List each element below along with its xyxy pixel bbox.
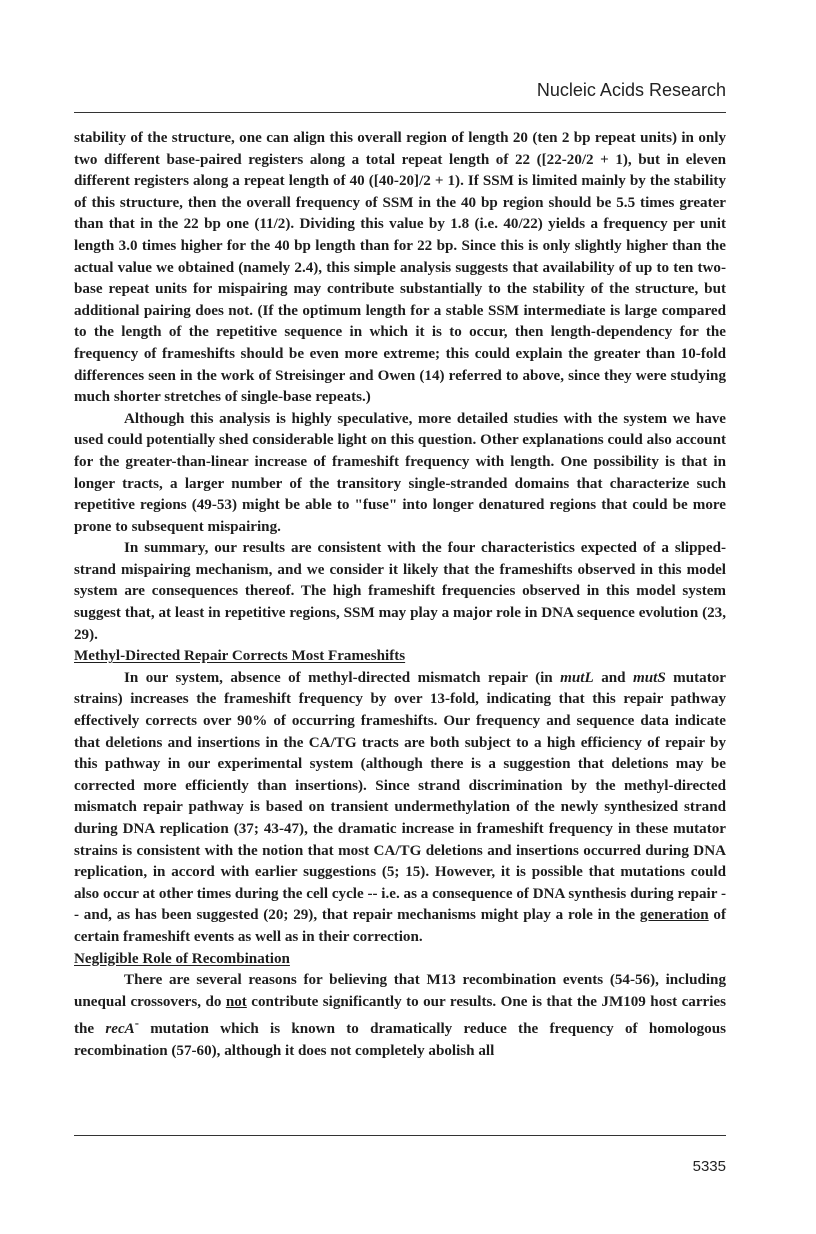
gene-muts: mutS [632, 669, 666, 686]
paragraph-summary: In summary, our results are consistent with the four characteristics expected of a slipped-strand mispairing mechanism, and we consider it likely that the frameshifts observed in this model system are consequences thereof. The high frameshift frequencies observed in this model system suggest that, at least in repetitive regions, SSM may play a major role in DNA sequence evolution (23, 29). [74, 540, 726, 643]
underlined-generation: generation [639, 907, 709, 924]
journal-title: Nucleic Acids Research [536, 80, 726, 100]
header-rule [74, 112, 726, 113]
paragraph-speculative: Although this analysis is highly speculative, more detailed studies with the system we have used could potentially shed considerable light on this question. Other explanations could also account for the greater-than-linear increase of frameshift frequency with length. One possibility is that in longer tracts, a larger number of the transitory single-stranded domains that characterize such repetitive regions (49-53) might be able to "fuse" into longer denatured regions that could be more prone to subsequent mispairing. [74, 410, 726, 535]
section-heading-recombination: Negligible Role of Recombination [74, 950, 290, 967]
article-body [74, 128, 726, 1063]
paragraph-recombination: There are several reasons for believing that M13 recombination events (54-56), including unequal crossovers, do not contribute significantly to our results. One is that the JM109 host carries the recA- mutation which is known to dramatically reduce the frequency of homologous recombination (57-60), although it does not completely abolish all [74, 972, 726, 1059]
footer-rule [74, 1135, 726, 1136]
underlined-not: not [225, 993, 247, 1010]
page-number: 5335 [692, 1158, 726, 1175]
section-heading-methyl-repair: Methyl-Directed Repair Corrects Most Frameshifts [74, 648, 406, 665]
paragraph-ssm-analysis: stability of the structure, one can align this overall region of length 20 (ten 2 bp repeat units) in only two different base-paired registers along a total repeat length of 22 ([22-20/2 + 1), but in eleven different registers along a repeat length of 40 ([40-20]/2 + 1). If SSM is limited mainly by the stability of this structure, then the overall frequency of SSM in the 40 bp region should be 5.5 times greater than that in the 22 bp one (11/2). Dividing this value by 1.8 (i.e. 40/22) yields a frequency per unit length 3.0 times higher for the 40 bp length than for 22 bp. Since this is only slightly higher than the actual value we obtained (namely 2.4), this simple analysis suggests that availability of up to ten two-base repeat units for mispairing may contribute substantially to the stability of the structure, but additional pairing does not. (If the optimum length for a stable SSM intermediate is large compared to the length of the repetitive sequence in which it is to occur, then length-dependency for the frequency of frameshifts should be even more extreme; this could explain the greater than 10-fold differences seen in the work of Streisinger and Owen (14) referred to above, since they were studying much shorter stretches of single-base repeats.) [74, 130, 726, 406]
gene-mutl: mutL [560, 669, 594, 686]
gene-reca: recA [105, 1021, 135, 1038]
paragraph-methyl-repair: In our system, absence of methyl-directed mismatch repair (in mutL and mutS mutator strains) increases the frameshift frequency by over 13-fold, indicating that this repair pathway effectively corrects over 90% of occurring frameshifts. Our frequency and sequence data indicate that deletions and insertions in the CA/TG tracts are both subject to a high efficiency of repair by this pathway in our experimental system (although there is a suggestion that deletions may be corrected more efficiently than insertions). Since strand discrimination by the methyl-directed mismatch repair pathway is based on transient undermethylation of the newly synthesized strand during DNA replication (37; 43-47), the dramatic increase in frameshift frequency in these mutator strains is consistent with the notion that most CA/TG deletions and insertions occurred during DNA replication, in accord with earlier suggestions (5; 15). However, it is possible that mutations could also occur at other times during the cell cycle -- i.e. as a consequence of DNA synthesis during repair -- and, as has been suggested (20; 29), that repair mechanisms might play a role in the generation of certain frameshift events as well as in their correction. [74, 669, 726, 945]
reca-superscript: - [134, 1016, 139, 1031]
